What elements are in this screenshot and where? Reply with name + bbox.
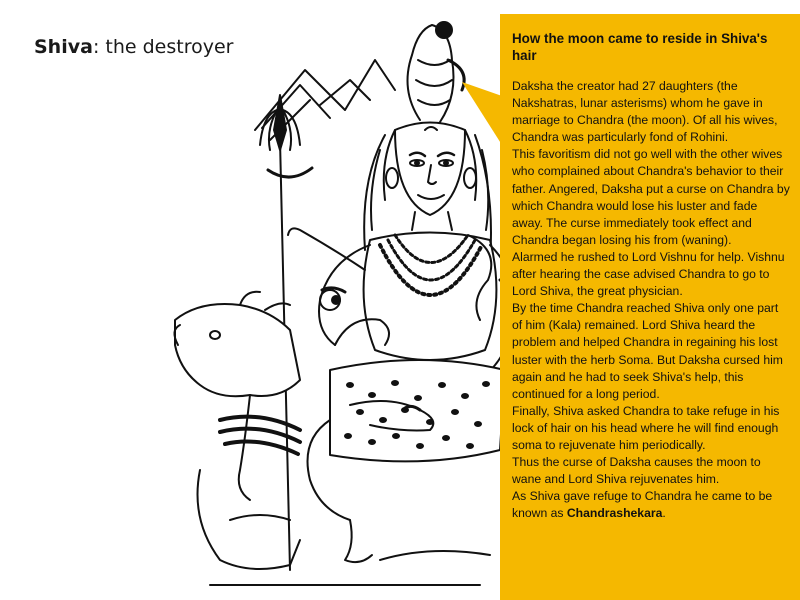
final-suffix: . xyxy=(662,506,666,521)
callout-paragraph: By the time Chandra reached Shiva only one part of him (Kala) remained. Lord Shiva heard the problem and helped Chandra in regaining his lost luster with the herb Soma. But Daksha cursed him again and he had to seek Shiva's help, this continued for a long period. xyxy=(512,301,783,401)
callout-final-paragraph xyxy=(512,488,790,522)
final-prefix: As Shiva gave refuge to Chandra he came to be known as xyxy=(512,489,773,521)
callout-paragraph: Thus the curse of Daksha causes the moon to wane and Lord Shiva rejuvenates him. xyxy=(512,455,761,487)
title-subtitle: : the destroyer xyxy=(92,36,234,58)
callout-paragraph: Daksha the creator had 27 daughters (the Nakshatras, lunar asterisms) whom he gave in marriage to Chandra (the moon). Of all his wives, Chandra was particularly fond of Rohini. xyxy=(512,79,778,145)
title-name: Shiva xyxy=(34,36,93,58)
callout-paragraph: This favoritism did not go well with the other wives who complained about Chandra's behavior to their father. Angered, Daksha put a curse on Chandra by which Chandra would lose his luster and fade away. The curse immediately took effect and Chandra began losing his from (waning). xyxy=(512,147,790,247)
callout-body xyxy=(512,78,790,522)
callout-heading: How the moon came to reside in Shiva's hair xyxy=(512,31,768,63)
callout-paragraph: Alarmed he rushed to Lord Vishnu for help. Vishnu after hearing the case advised Chandra to go to Lord Shiva, the great physician. xyxy=(512,249,785,299)
callout-paragraph: Finally, Shiva asked Chandra to take refuge in his lock of hair on his head where he will find enough soma to rejuvenate him periodically. xyxy=(512,403,780,452)
story-callout xyxy=(500,14,800,600)
chandrashekara-term: Chandrashekara xyxy=(566,506,663,521)
